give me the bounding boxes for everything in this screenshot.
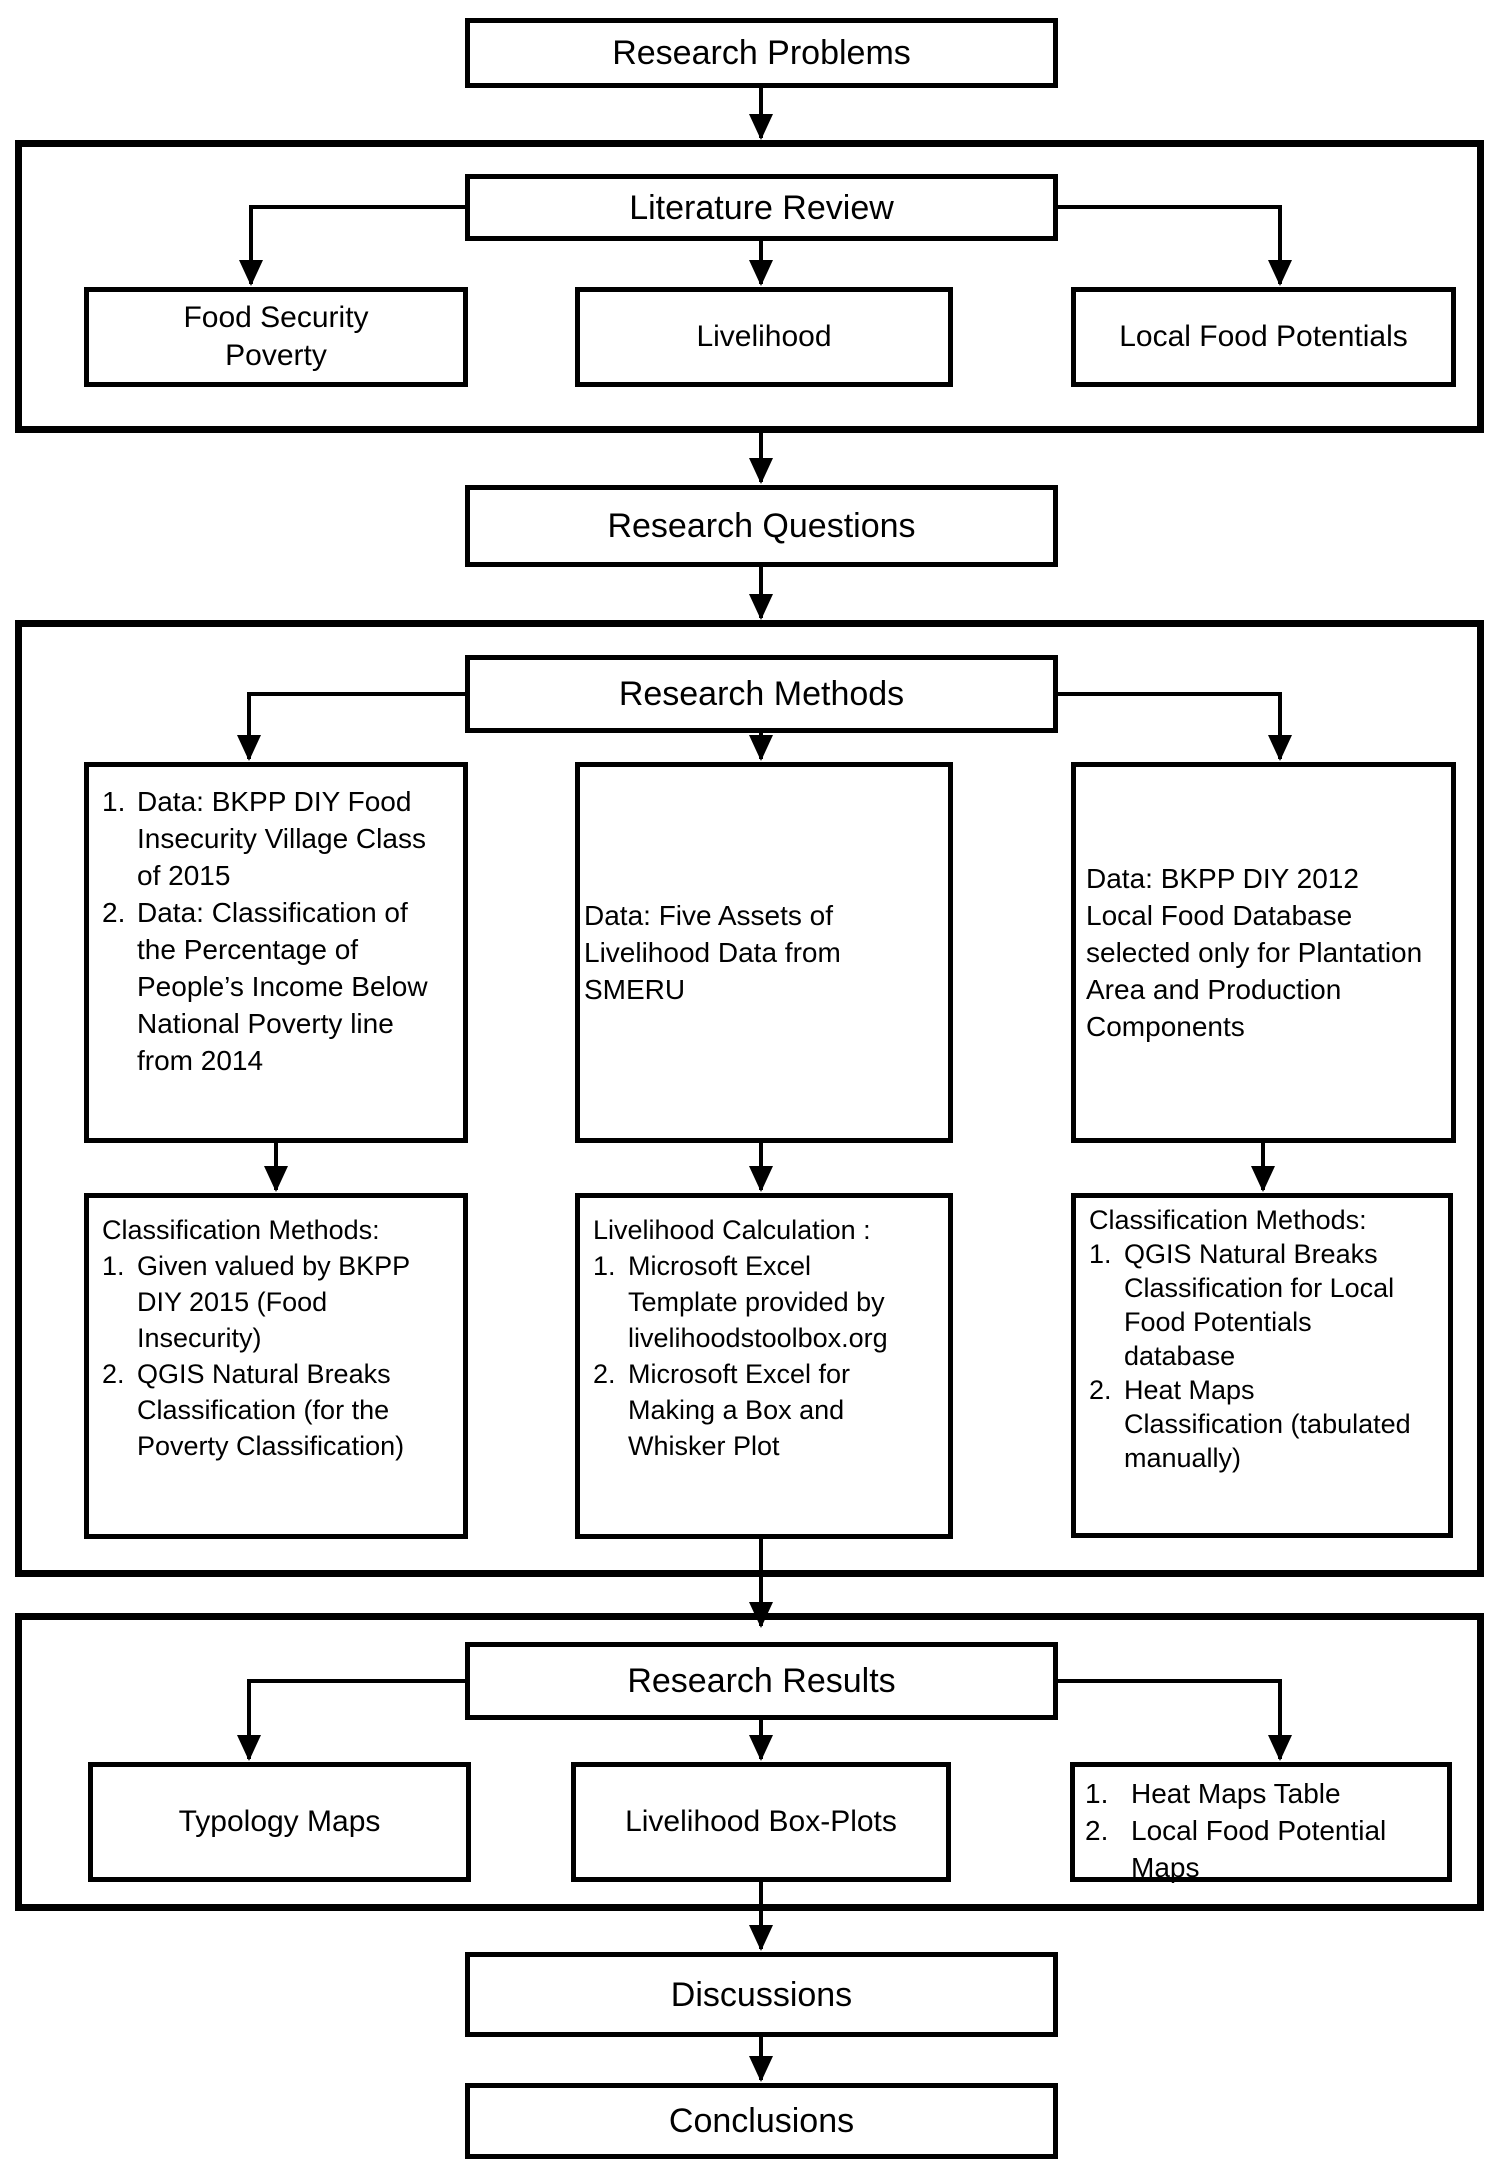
literature-review-box <box>465 174 1058 241</box>
list-item-number: 1. <box>1085 1778 1109 1809</box>
list-item-text: Data: Classification of the Percentage of People’s Income Below National Poverty line from 2014 <box>137 897 428 1076</box>
research-methods-box <box>465 655 1058 733</box>
data-box-food-insecurity <box>84 762 468 1143</box>
method-box-intro: Livelihood Calculation : <box>593 1215 871 1245</box>
list-item <box>102 894 455 1079</box>
list-item-text: QGIS Natural Breaks Classification for Local Food Potentials database <box>1124 1239 1395 1371</box>
research-problems-box <box>465 18 1058 88</box>
data-box-local-food <box>1071 762 1456 1143</box>
literature-review-label: Literature Review <box>629 188 894 227</box>
list-item <box>593 1248 942 1356</box>
research-problems-label: Research Problems <box>612 34 911 72</box>
list-item-text: Data: BKPP DIY Food Insecurity Village Class of 2015 <box>137 786 426 891</box>
local-food-potentials-label: Local Food Potentials <box>1119 320 1408 353</box>
list-item-number: 2. <box>102 897 126 928</box>
data-box-local-food-text: Data: BKPP DIY 2012 Local Food Database selected only for Plantation Area and Production Components <box>1086 863 1423 1042</box>
list-item-text: Local Food Potential Maps <box>1131 1815 1387 1883</box>
research-questions-label: Research Questions <box>607 507 916 545</box>
list-item <box>102 783 455 894</box>
list-item <box>102 1248 457 1356</box>
method-box-intro: Classification Methods: <box>102 1215 380 1245</box>
list-item-number: 1. <box>593 1251 616 1281</box>
list-item-number: 1. <box>102 786 126 817</box>
local-food-potentials-box <box>1071 287 1456 387</box>
data-box-livelihood-assets-text: Data: Five Assets of Livelihood Data from SMERU <box>584 900 841 1005</box>
list-item-number: 2. <box>1085 1815 1109 1846</box>
list-item <box>1089 1373 1442 1475</box>
method-box-intro: Classification Methods: <box>1089 1205 1367 1235</box>
numbered-list <box>1085 1775 1441 1886</box>
research-results-label: Research Results <box>627 1662 896 1700</box>
conclusions-box <box>465 2083 1058 2159</box>
results-list-box <box>1070 1762 1452 1882</box>
method-box-classification-right <box>1071 1193 1453 1538</box>
method-box-livelihood-calculation <box>575 1193 953 1539</box>
numbered-list <box>102 1248 457 1464</box>
list-item-number: 1. <box>1089 1239 1112 1269</box>
list-item <box>1085 1775 1441 1812</box>
numbered-list <box>593 1248 942 1464</box>
numbered-list <box>102 783 455 1079</box>
list-item-text: Given valued by BKPP DIY 2015 (Food Insecurity) <box>137 1251 410 1353</box>
conclusions-label: Conclusions <box>668 2102 855 2140</box>
list-item <box>1089 1237 1442 1373</box>
typology-maps-label: Typology Maps <box>178 1805 381 1838</box>
discussions-label: Discussions <box>670 1975 853 2014</box>
data-box-livelihood-assets <box>575 762 953 1143</box>
list-item-text: Heat Maps Table <box>1131 1778 1341 1809</box>
discussions-box <box>465 1952 1058 2037</box>
list-item-text: QGIS Natural Breaks Classification (for the Poverty Classification) <box>137 1359 405 1461</box>
list-item-text: Heat Maps Classification (tabulated manually) <box>1124 1375 1411 1473</box>
research-methods-label: Research Methods <box>618 675 905 713</box>
list-item-number: 2. <box>1089 1375 1112 1405</box>
list-item <box>593 1356 942 1464</box>
food-security-poverty-label: Food Security Poverty <box>183 301 369 372</box>
typology-maps-box <box>88 1762 471 1882</box>
livelihood-label: Livelihood <box>696 320 832 353</box>
research-questions-box <box>465 485 1058 567</box>
numbered-list <box>1089 1237 1442 1475</box>
food-security-poverty-box <box>84 287 468 387</box>
list-item-text: Microsoft Excel Template provided by livelihoodstoolbox.org <box>628 1251 888 1353</box>
research-results-box <box>465 1642 1058 1720</box>
list-item-text: Microsoft Excel for Making a Box and Whisker Plot <box>628 1359 851 1461</box>
livelihood-box-plots-label: Livelihood Box-Plots <box>625 1805 897 1838</box>
list-item <box>102 1356 457 1464</box>
method-box-classification-left <box>84 1193 468 1539</box>
list-item <box>1085 1812 1441 1886</box>
livelihood-box <box>575 287 953 387</box>
list-item-number: 2. <box>593 1359 616 1389</box>
list-item-number: 2. <box>102 1359 125 1389</box>
livelihood-box-plots-box <box>571 1762 951 1882</box>
list-item-number: 1. <box>102 1251 125 1281</box>
